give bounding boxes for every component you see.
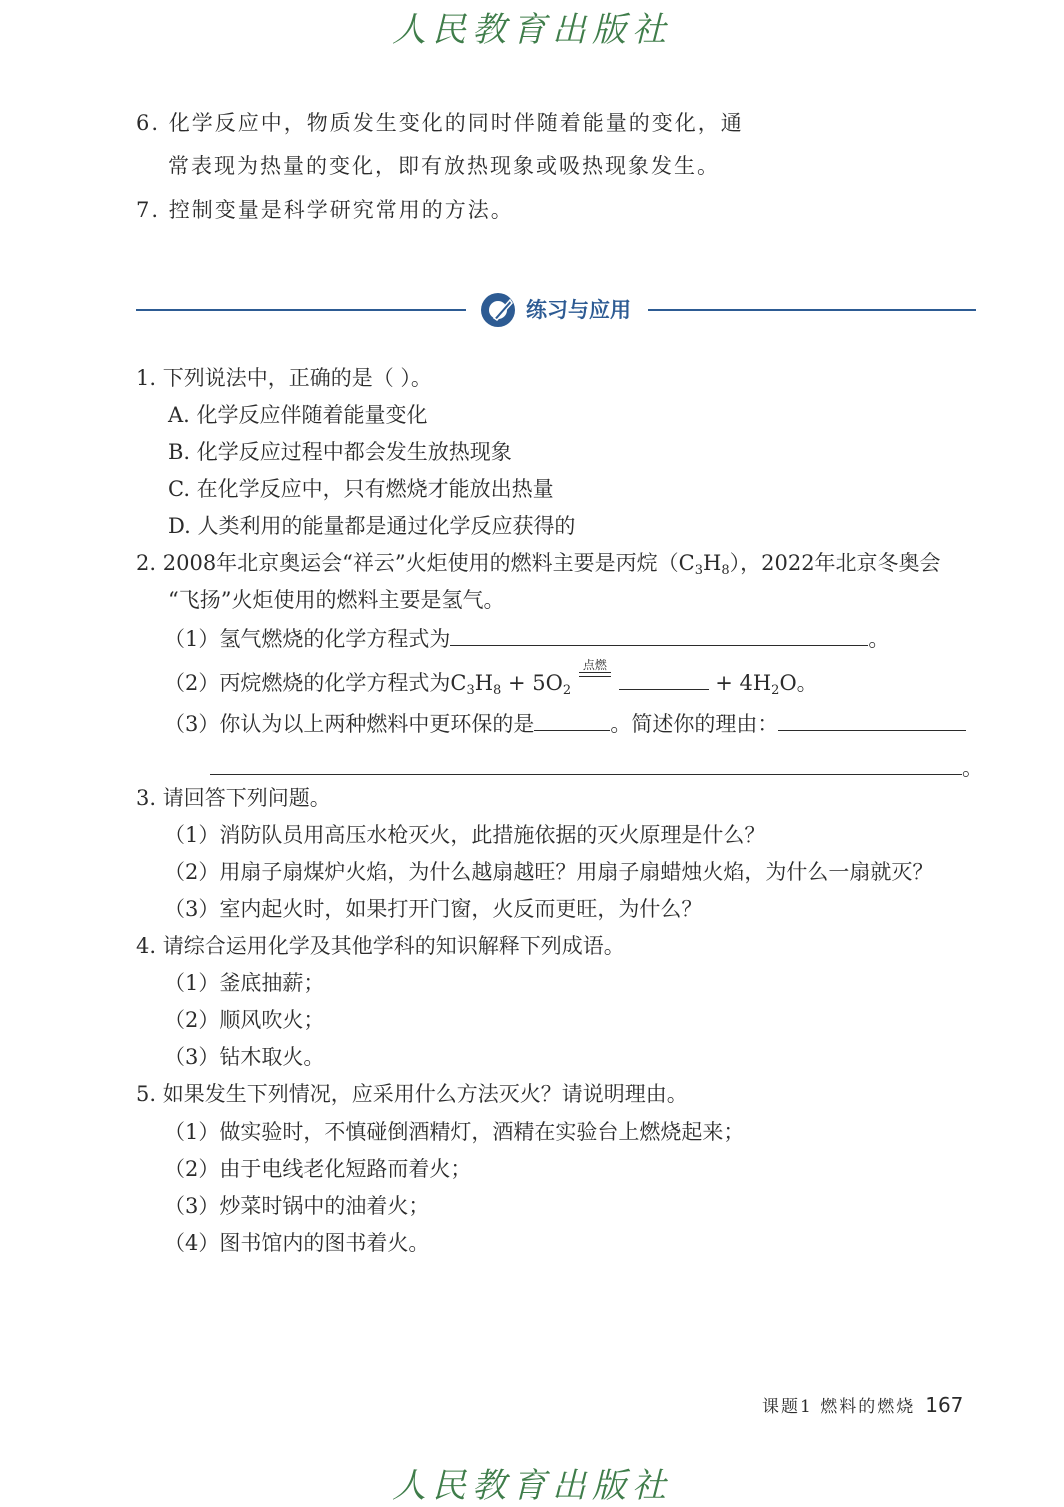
q2-part-3-line2 [210,752,983,783]
page-number: 167 [925,1393,964,1417]
publisher-logo-bottom: 人民教育出版社 [392,1466,672,1506]
q2-part-2 [164,658,818,698]
q1-option-b: B. 化学反应过程中都会发生放热现象 [168,440,512,464]
pen-badge-icon [480,292,516,328]
q2-part-2-plus: + 5O [501,671,563,695]
q2-part-3-fuel-blank[interactable] [534,708,610,731]
q3-part-3: （3）室内起火时，如果打开门窗，火反而更旺，为什么？ [164,897,703,921]
q2-part-2-answer-blank[interactable] [619,667,709,690]
q2-part-2-h: H [474,671,494,695]
q2-part-2-sub-2b: 2 [771,683,780,698]
q2-part-3-reason-blank-2[interactable] [210,752,962,775]
q2-stem-line2: “飞扬”火炬使用的燃料主要是氢气。 [168,588,505,612]
q2-part-1-answer-blank[interactable] [450,623,868,646]
section-header [136,290,976,330]
footer-lesson-title: 课题1 燃料的燃烧 [762,1397,916,1417]
q2-part-2-sub-2: 2 [562,683,572,698]
q2-part-3-mid: 。简述你的理由： [610,712,779,736]
q5-part-2: （2）由于电线老化短路而着火； [164,1157,472,1181]
q2-sub-3: 3 [694,563,703,578]
publisher-logo-top: 人民教育出版社 [392,10,672,50]
summary-item-6-line1: 6. 化学反应中，物质发生变化的同时伴随着能量的变化，通 [136,111,744,135]
q2-part-3-label: （3）你认为以上两种燃料中更环保的是 [164,712,535,736]
q5-part-3: （3）炒菜时锅中的油着火； [164,1194,430,1218]
q4-part-1: （1）釜底抽薪； [164,971,325,995]
q2-part-2-tail: + 4H [715,671,772,695]
summary-item-7: 7. 控制变量是科学研究常用的方法。 [136,198,514,222]
q2-part-1-period: 。 [868,627,890,651]
q2-number: 2. [136,551,157,575]
q2-part-3-period: 。 [962,756,983,780]
q3-part-1: （1）消防队员用高压水枪灭火，此措施依据的灭火原理是什么？ [164,823,766,847]
q2-sub-8: 8 [721,563,730,578]
q4-part-2: （2）顺风吹火； [164,1008,325,1032]
q2-stem-b: ），2022年北京冬奥会 [729,551,941,575]
q3-part-2: （2）用扇子扇煤炉火焰，为什么越扇越旺？用扇子扇蜡烛火焰，为什么一扇就灭？ [164,860,934,884]
q3-stem: 3. 请回答下列问题。 [136,786,331,810]
q5-part-4: （4）图书馆内的图书着火。 [164,1231,430,1255]
q2-part-2-sub-8: 8 [493,683,502,698]
q1-option-d: D. 人类利用的能量都是通过化学反应获得的 [168,514,576,538]
q2-part-2-label: （2）丙烷燃烧的化学方程式为C [164,671,467,695]
q2-part-1 [164,623,889,654]
q1-option-c: C. 在化学反应中，只有燃烧才能放出热量 [168,477,554,501]
section-rule-right [648,309,976,311]
reaction-condition-label: 点燃 [582,658,607,672]
q2-part-3 [164,708,966,739]
q2-part-2-sub-3: 3 [466,683,475,698]
q4-part-3: （3）钻木取火。 [164,1045,325,1069]
page-footer [762,1392,963,1417]
section-rule-left [136,309,466,311]
summary-item-6-line2: 常表现为热量的变化，即有放热现象或吸热现象发生。 [168,154,720,178]
q2-part-1-label: （1）氢气燃烧的化学方程式为 [164,627,451,651]
q1-option-a: A. 化学反应伴随着能量变化 [168,403,428,427]
q2-part-3-reason-blank[interactable] [778,708,966,731]
q2-part-2-end: O。 [779,671,818,695]
q4-stem: 4. 请综合运用化学及其他学科的知识解释下列成语。 [136,934,625,958]
q2-h: H [703,551,722,575]
q5-part-1: （1）做实验时，不慎碰倒酒精灯，酒精在实验台上燃烧起来； [164,1120,745,1144]
q5-stem: 5. 如果发生下列情况，应采用什么方法灭火？请说明理由。 [136,1082,688,1106]
section-title: 练习与应用 [526,298,631,322]
reaction-condition-sign [578,658,612,690]
q2-stem [136,548,941,578]
q2-stem-a: 2008年北京奥运会“祥云”火炬使用的燃料主要是丙烷（C [162,551,695,575]
q1-stem: 1. 下列说法中，正确的是（ ）。 [136,366,432,390]
